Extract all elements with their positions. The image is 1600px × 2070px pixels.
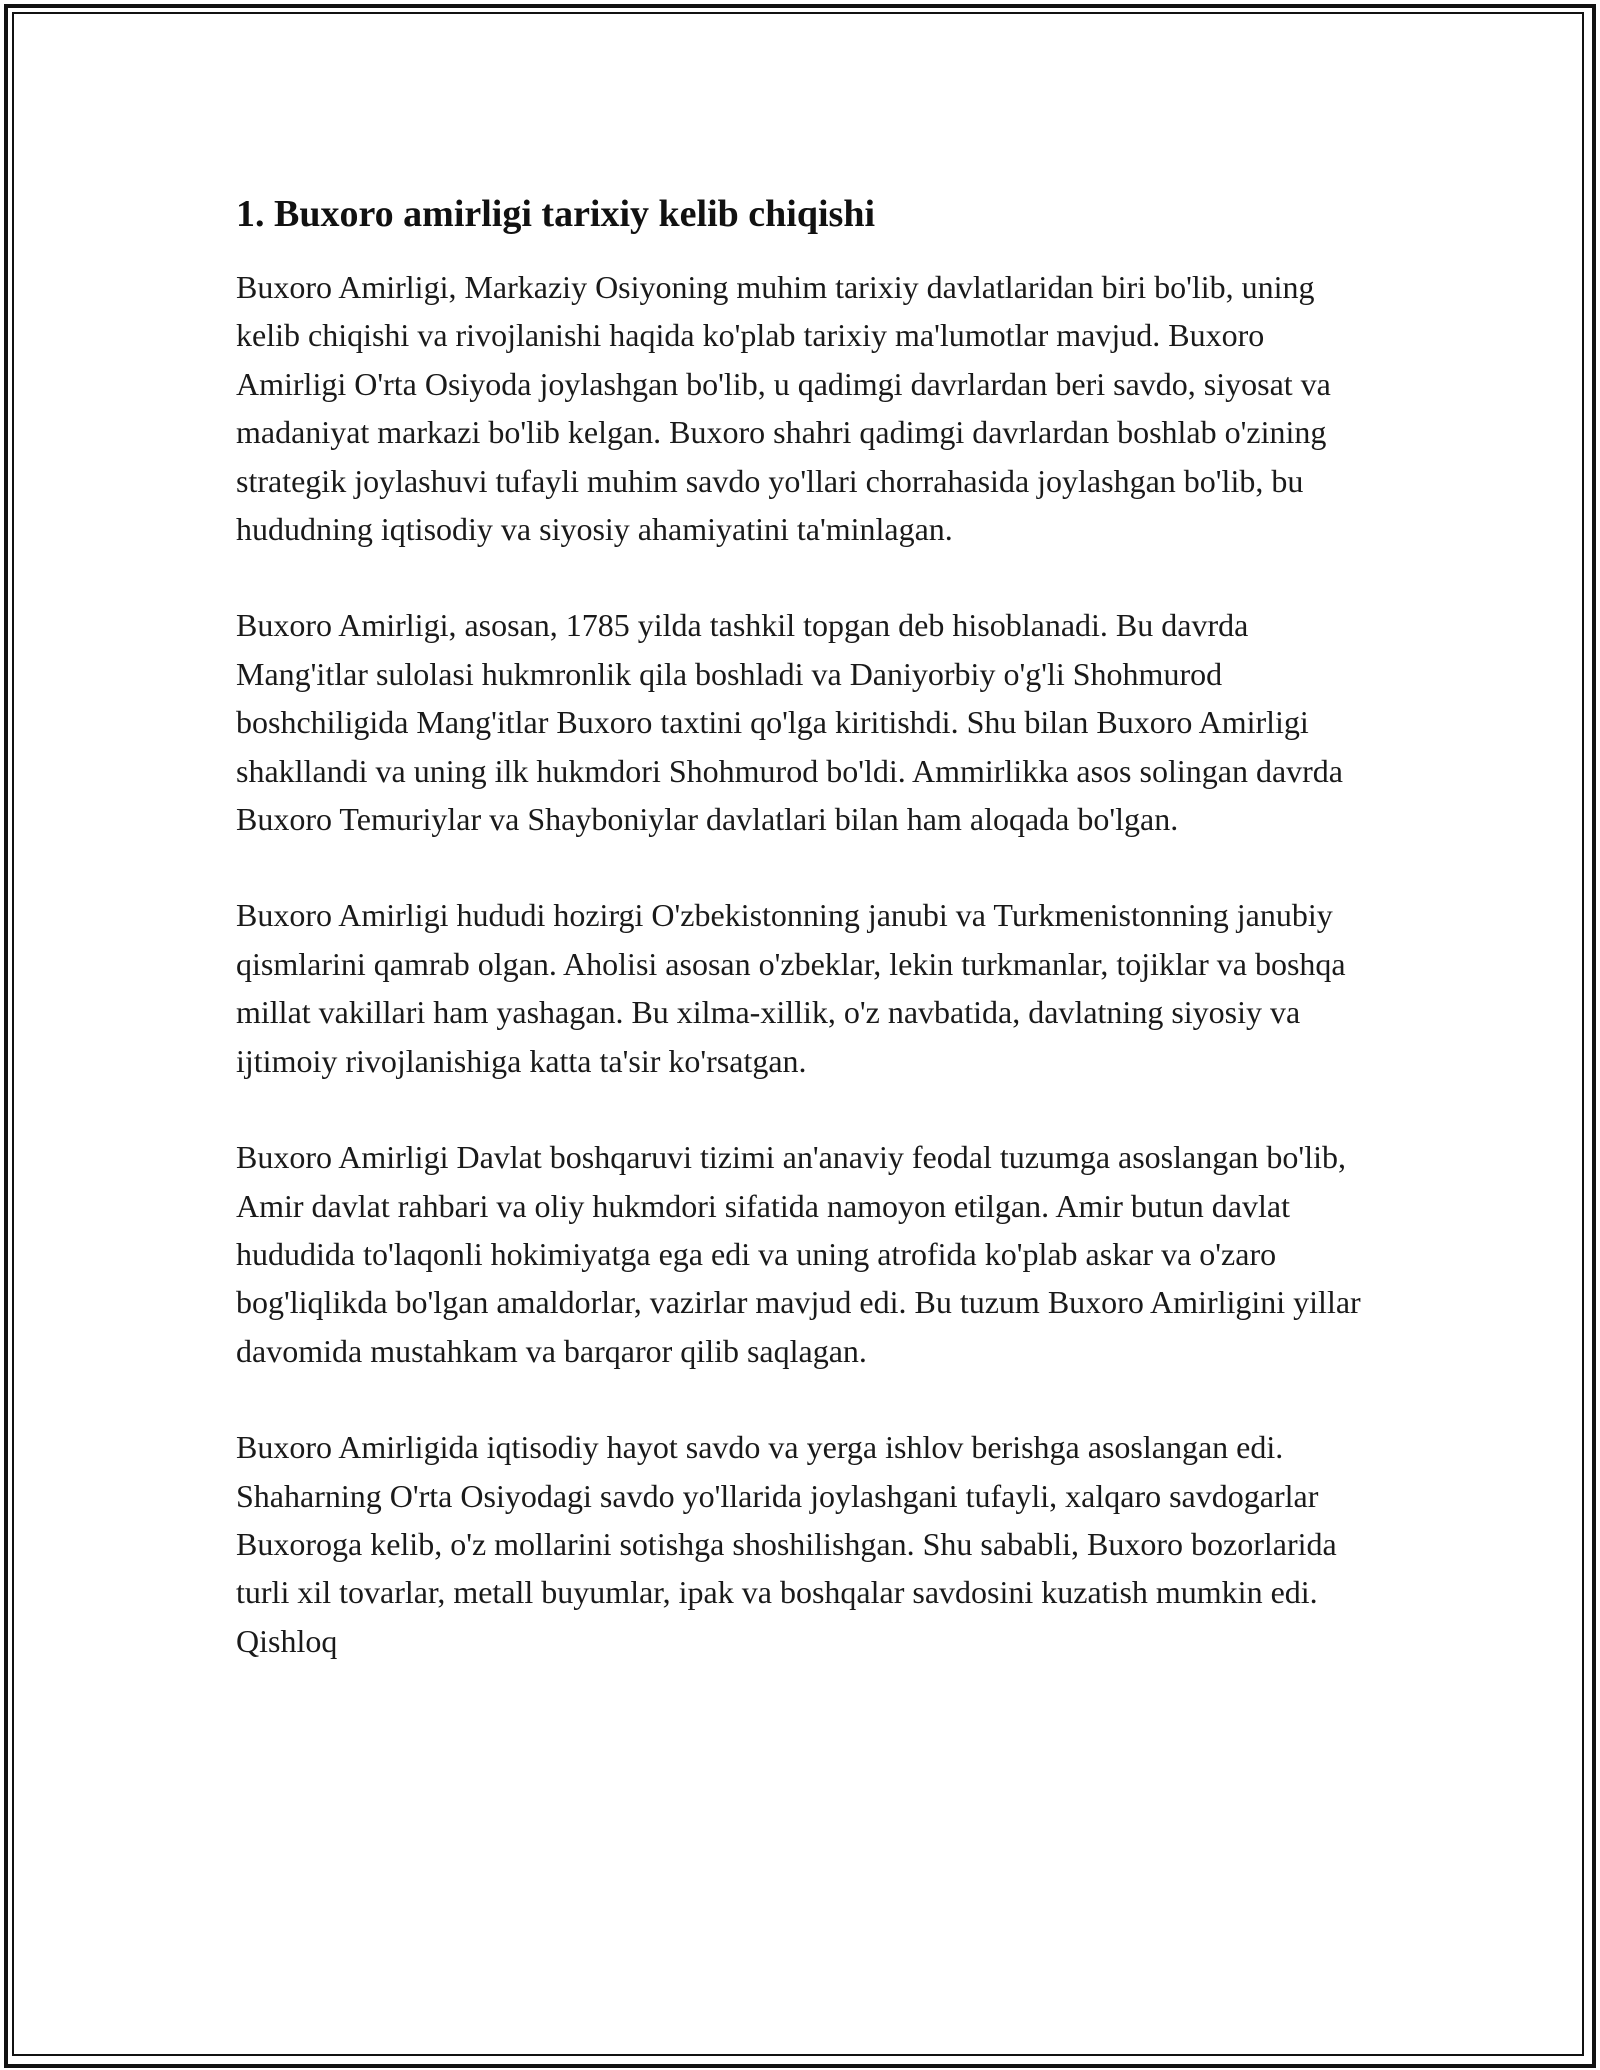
paragraph-territory: Buxoro Amirligi hududi hozirgi O'zbekistonning janubi va Turkmenistonning janubiy qismlarini qamrab olgan. Aholisi asosan o'zbeklar, lekin turkmanlar, tojiklar va boshqa millat vakillari ham yashagan. Bu xilma-xillik, o'z navbatida, davlatning siyosiy va ijtimoiy rivojlanishiga katta ta'sir ko'rsatgan. [236, 897, 1346, 1079]
paragraph-governance: Buxoro Amirligi Davlat boshqaruvi tizimi an'anaviy feodal tuzumga asoslangan bo'lib, Amir davlat rahbari va oliy hukmdori sifatida namoyon etilgan. Amir butun davlat hududida to'laqonli hokimiyatga ega edi va uning atrofida ko'plab askar va o'zaro bog'liqlikda bo'lgan amaldorlar, vazirlar mavjud edi. Bu tuzum Buxoro Amirligini yillar davomida mustahkam va barqaror qilib saqlagan. [236, 1139, 1361, 1369]
document-body [236, 190, 1371, 1665]
paragraph-economy: Buxoro Amirligida iqtisodiy hayot savdo va yerga ishlov berishga asoslangan edi. Shaharning O'rta Osiyodagi savdo yo'llarida joylashgani tufayli, xalqaro savdogarlar Buxoroga kelib, o'z mollarini sotishga shoshilishgan. Shu sababli, Buxoro bozorlarida turli xil tovarlar, metall buyumlar, ipak va boshqalar savdosini kuzatish mumkin edi. Qishloq [236, 1429, 1337, 1659]
paragraph-origin: Buxoro Amirligi, Markaziy Osiyoning muhim tarixiy davlatlaridan biri bo'lib, uning kelib chiqishi va rivojlanishi haqida ko'plab tarixiy ma'lumotlar mavjud. Buxoro Amirligi O'rta Osiyoda joylashgan bo'lib, u qadimgi davrlardan beri savdo, siyosat va madaniyat markazi bo'lib kelgan. Buxoro shahri qadimgi davrlardan boshlab o'zining strategik joylashuvi tufayli muhim savdo yo'llari chorrahasida joylashgan bo'lib, bu hududning iqtisodiy va siyosiy ahamiyatini ta'minlagan. [236, 269, 1331, 548]
section-heading: 1. Buxoro amirligi tarixiy kelib chiqishi [236, 193, 876, 235]
paragraph-founding: Buxoro Amirligi, asosan, 1785 yilda tashkil topgan deb hisoblanadi. Bu davrda Mang'itlar sulolasi hukmronlik qila boshladi va Daniyorbiy o'g'li Shohmurod boshchiligida Mang'itlar Buxoro taxtini qo'lga kiritishdi. Shu bilan Buxoro Amirligi shakllandi va uning ilk hukmdori Shohmurod bo'ldi. Ammirlikka asos solingan davrda Buxoro Temuriylar va Shayboniylar davlatlari bilan ham aloqada bo'lgan. [236, 607, 1343, 838]
